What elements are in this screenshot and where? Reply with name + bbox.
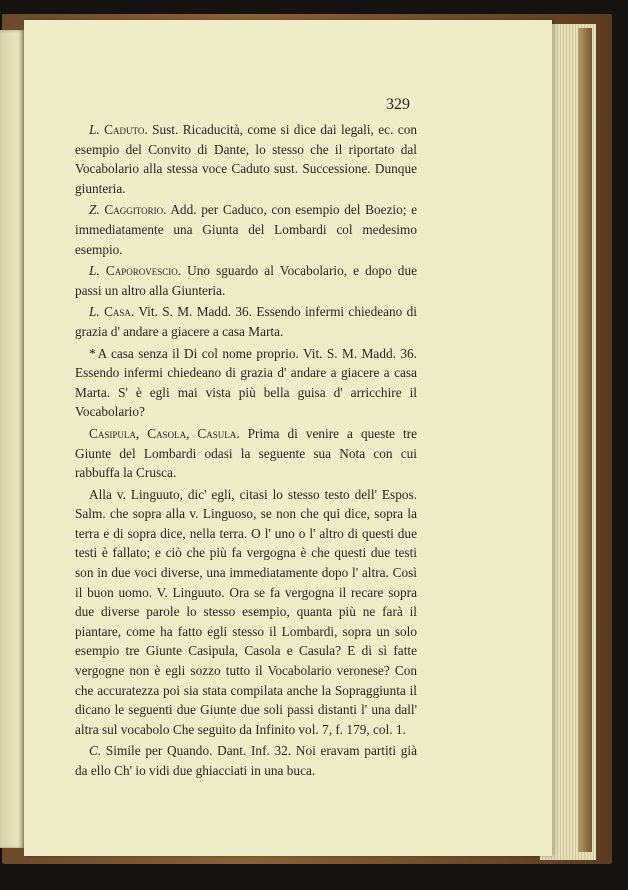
headword: Casipula, Casola, Casula: [89, 425, 237, 441]
asterisk-mark: *: [89, 345, 96, 361]
headword: Caporovescio: [105, 263, 178, 279]
entry-casipula: Casipula, Casola, Casula. Prima di venire a queste tre Giunte del Lombardi odasi la seguente sua Nota con cui rabbuffa la Crusca.: [75, 425, 417, 481]
entry-caduto: L. Caduto. Sust. Ricaducità, come si dice dai legali, ec. con esempio del Convito di Dante, lo stesso che il riportato dal Vocabolario alla stessa voce Caduto sust. Successione. Dunque giunteria.: [75, 122, 418, 196]
entry-casa: L. Casa. Vit. S. M. Madd. 36. Essendo infermi chiedeano di grazia d' andare a giacere a casa Marta.: [75, 304, 417, 339]
entry-caporovescio: L. Caporovescio. Uno sguardo al Vocabolario, e dopo due passi un altro alla Giunteria.: [75, 263, 417, 298]
entry-simile: C. Simile per Quando. Dant. Inf. 32. Noi eravam partiti già da ello Ch' io vidi due ghiacciati in una buca.: [75, 743, 417, 778]
entry-a-casa: * A casa senza il Di col nome proprio. Vit. S. M. Madd. 36. Essendo infermi chiedeano di grazia d' andare a giacere a casa Marta. S' è egli mai vista più bella guisa d' arricchire il Vocabolario?: [75, 345, 417, 420]
page-number: 329: [386, 96, 410, 113]
headword: Caduto: [104, 122, 145, 137]
cover-edge: [578, 28, 592, 852]
headword: Caggitorio: [104, 202, 164, 218]
facing-page-edge: [0, 30, 24, 848]
headword: Casa: [104, 304, 131, 320]
entry-linguuto-note: Alla v. Linguuto, dic' egli, citasi lo stesso testo dell' Espos. Salm. che sopra alla v. Linguoso, se non che qui dice, sopra la terra e di sopra dice, nella terra. O l' uno o l' altro di questi due testi è fallato; e ciò che più fa vergogna è che questi due testi son in due voci diverse, una immediatamente dopo l' altra. Così il buon uomo. V. Linguuto. Ora se fa vergogna il recare sopra due diverse parole lo stesso esempio, quanta più ne farà il piantare, come ha fatto egli stesso il Lombardi, sopra un solo esempio tre Giunte Casipula, Casola e Casula? E di sì fatte vergogne non è egli sozzo tutto il Vocabolario veronese? Con che accuratezza poi sia stata compilata anche la Sopraggiunta il dicano le seguenti due Giunte due soli passi distanti l' una dall' altra sul vocabolo Che seguito da Infinito vol. 7, f. 179, col. 1.: [75, 486, 417, 737]
page-text: [75, 120, 417, 783]
entry-caggitorio: Z. Caggitorio. Add. per Caduco, con esempio del Boezio; e immediatamente una Giunta del Lombardi col medesimo esempio.: [75, 202, 418, 257]
